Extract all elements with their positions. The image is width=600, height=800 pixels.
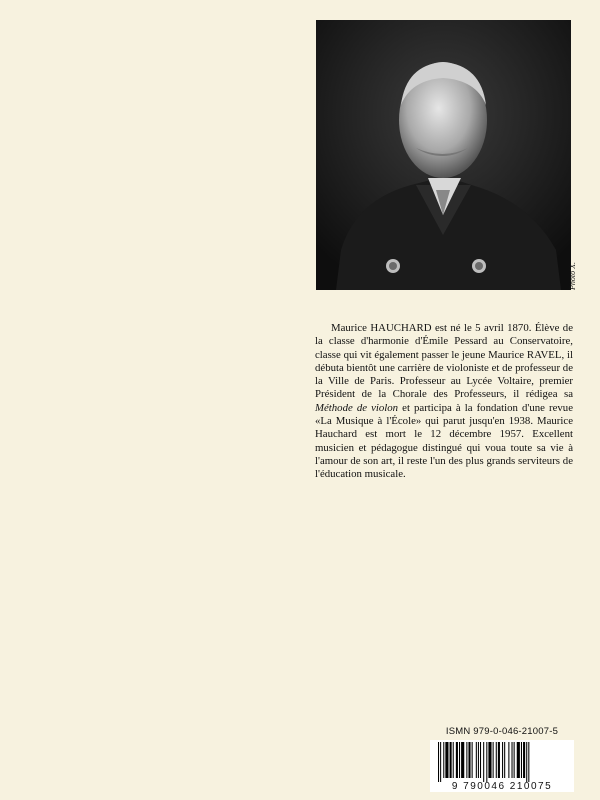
biography-paragraph bbox=[315, 322, 573, 482]
barcode-bar bbox=[526, 742, 527, 782]
barcode-bar bbox=[488, 742, 491, 778]
barcode-bar bbox=[504, 742, 505, 778]
barcode-bar bbox=[461, 742, 464, 778]
biography-text-part: Maurice HAUCHARD est né le 5 avril 1870. Élève de la classe d'harmonie d'Émile Pessard au Conservatoire, classe qui vit également passer le jeune Maurice RAVEL, il débuta bientôt une carrière de violoniste et de professeur de la Ville de Paris. Professeur au Lycée Voltaire, premier Président de la Chorale des Professeurs, il rédigea sa bbox=[315, 322, 573, 401]
barcode-bar bbox=[468, 742, 470, 778]
ismn-label: ISMN 979-0-046-21007-5 bbox=[445, 726, 559, 737]
barcode-bar bbox=[502, 742, 503, 778]
barcode-bar bbox=[472, 742, 473, 778]
barcode-digits: 9 790046 210075 bbox=[451, 781, 553, 792]
barcode-bar bbox=[512, 742, 513, 778]
barcode-bar bbox=[483, 742, 484, 782]
barcode-bar bbox=[445, 742, 448, 778]
barcode-bar bbox=[517, 742, 520, 778]
barcode-bar bbox=[486, 742, 487, 782]
biography-italic-title: Méthode de violon bbox=[315, 401, 399, 414]
biography-text-part-end: et participa à la fondation d'une revue «La Musique à l'École» qui parut jusqu'en 1938. Maurice Hauchard est mort le 12 décembre 1957. Excellent musicien et pédagogue distingué qui voua toute sa vie à l'amour de son art, il reste l'un des plus grands serviteurs de l'éducation musicale. bbox=[315, 401, 573, 481]
barcode-bars bbox=[430, 740, 574, 782]
barcode-bar bbox=[450, 742, 452, 778]
barcode-bar bbox=[459, 742, 460, 778]
barcode-bar bbox=[498, 742, 500, 778]
barcode-bar bbox=[496, 742, 497, 778]
barcode-bar bbox=[508, 742, 509, 778]
barcode-bar bbox=[438, 742, 439, 782]
barcode-bar bbox=[480, 742, 481, 778]
barcode-bar bbox=[476, 742, 477, 778]
barcode-bar bbox=[456, 742, 458, 778]
barcode-bar bbox=[528, 742, 529, 782]
portrait-photo bbox=[316, 20, 571, 290]
barcode-bar bbox=[440, 742, 441, 782]
barcode-bar bbox=[514, 742, 515, 778]
barcode-bar bbox=[521, 742, 522, 778]
portrait-image bbox=[316, 20, 571, 290]
biography-text bbox=[315, 322, 573, 482]
photo-credit: Photo X. bbox=[568, 262, 577, 290]
barcode-bar bbox=[466, 742, 467, 778]
barcode-bar bbox=[478, 742, 479, 778]
barcode-bar bbox=[443, 742, 444, 778]
barcode-bar bbox=[523, 742, 525, 778]
barcode-bar bbox=[453, 742, 454, 778]
barcode-bar bbox=[493, 742, 494, 778]
